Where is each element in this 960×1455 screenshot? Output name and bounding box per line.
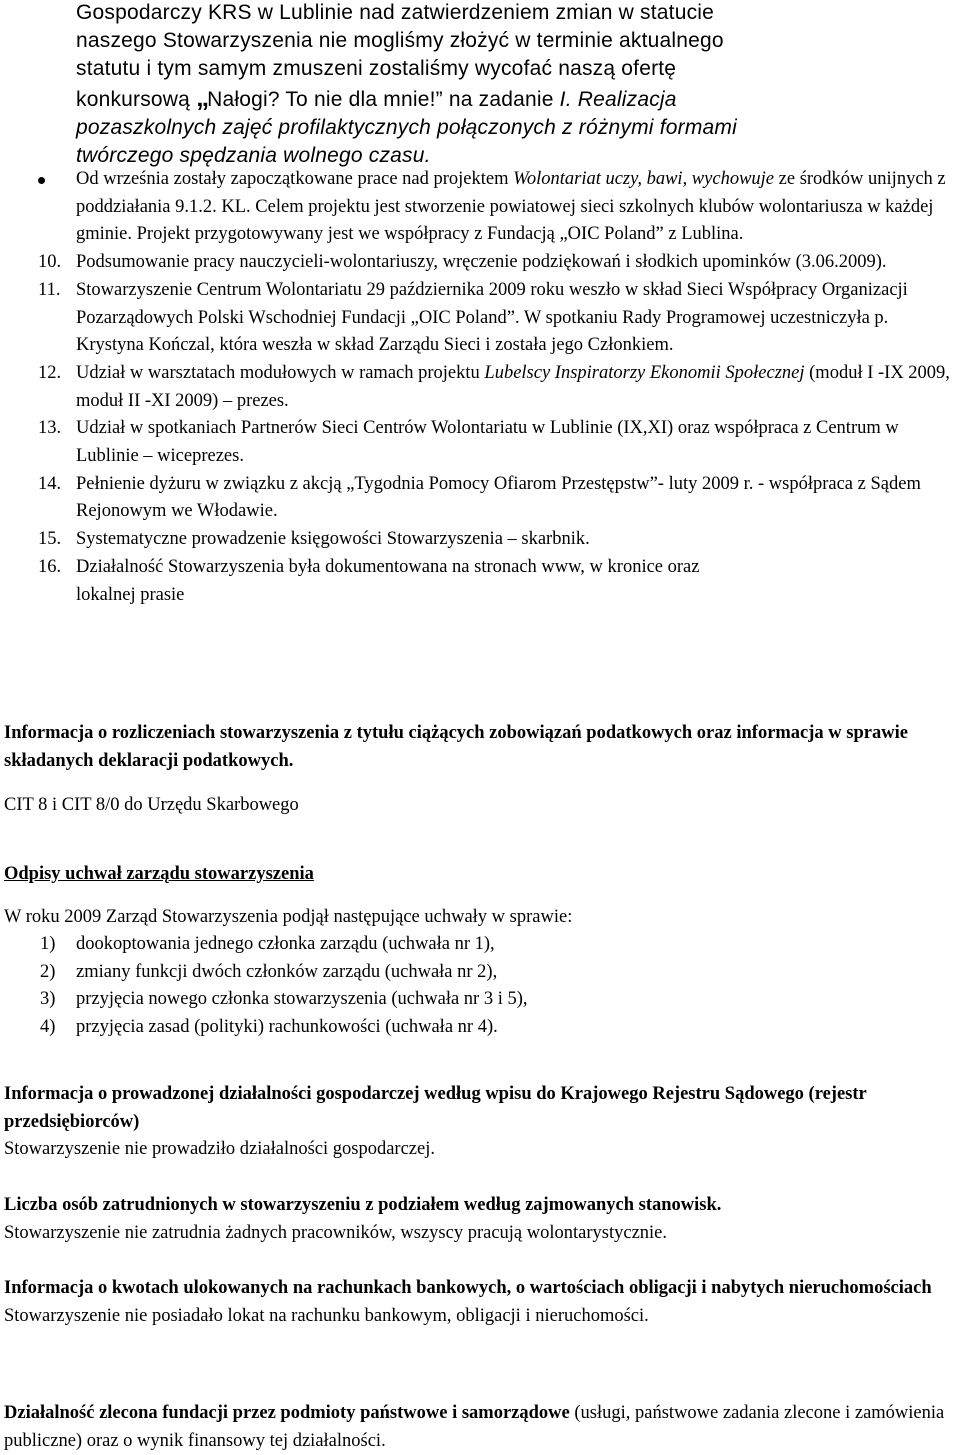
item-number: 16. (38, 556, 62, 577)
text-line: twórczego spędzania wolnego czasu. (76, 144, 431, 167)
list-item: 13. Udział w spotkaniach Partnerów Sieci Centrów Wolontariatu w Lublinie (IX,XI) oraz współpraca z Centrum w Lublinie – wiceprezes. (0, 415, 960, 470)
section-body: (usługi, państwowe zadania zlecone i zamówienia publiczne) oraz o wynik finansowy tej działalności. (4, 1403, 945, 1451)
list-item: 11. Stowarzyszenie Centrum Wolontariatu 29 października 2009 roku weszło w skład Sieci Współpracy Organizacji Pozarządowych Polski Wschodniej Fundacji „OIC Poland”. W spotkaniu Rady Programowej uczestniczyła p. Krystyna Kończal, która weszła w skład Zarządu Sieci i została jego Członkiem. (0, 277, 960, 360)
list-item: 14. Pełnienie dyżuru w związku z akcją „Tygodnia Pomocy Ofiarom Przestępstw”- luty 2009 r. - współpraca z Sądem Rejonowym we Włodawie. (0, 471, 960, 526)
text-line: naszego Stowarzyszenia nie mogliśmy złożyć w terminie aktualnego (76, 29, 724, 52)
list-item: Od września zostały zapoczątkowane prace nad projektem Wolontariat uczy, bawi, wychowuje ze środków unijnych z poddziałania 9.1.2. KL. Celem projektu jest stworzenie powiatowej sieci szkolnych klubów wolontariusza w każdej gminie. Projekt przygotowywany jest we współpracy z Fundacją „OIC Poland” z Lublina. (0, 166, 960, 249)
list-item: 12. Udział w warsztatach modułowych w ramach projektu Lubelscy Inspiratorzy Ekonomii Społecznej (moduł I -IX 2009, moduł II -XI 2009) – prezes. (0, 360, 960, 415)
text-line: statutu i tym samym zmuszeni zostaliśmy wycofać naszą ofertę (76, 57, 677, 80)
business-section (4, 1081, 956, 1164)
item-number: 12. (38, 362, 62, 383)
tax-section (4, 720, 956, 820)
item-number: 10. (38, 252, 62, 273)
project-name: Wolontariat uczy, bawi, wychowuje (513, 169, 775, 189)
list-item: 3) przyjęcia nowego członka stowarzyszenia (uchwała nr 3 i 5), (40, 989, 528, 1009)
bullet-icon (38, 177, 45, 184)
section-heading: Informacja o kwotach ulokowanych na rachunkach bankowych, o wartościach obligacji i nabytych nieruchomościach (4, 1278, 932, 1298)
resolutions-list (4, 931, 956, 1041)
section-body: CIT 8 i CIT 8/0 do Urzędu Skarbowego (4, 795, 299, 815)
resolutions-section (4, 861, 956, 1041)
list-item: 2) zmiany funkcji dwóch członków zarządu (uchwała nr 2), (40, 961, 498, 982)
item-number: 15. (38, 529, 62, 550)
task-name-italic: I. Realizacja (559, 88, 677, 111)
item-number: 14. (38, 473, 62, 494)
text-span: Nałogi? To nie dla mnie!” na zadanie (207, 88, 560, 111)
commissioned-section (4, 1400, 956, 1455)
continuation-paragraph (76, 0, 956, 170)
bank-section (4, 1275, 956, 1330)
item-number: 11. (38, 279, 61, 300)
text-line (76, 83, 956, 114)
project-name: Lubelscy Inspiratorzy Ekonomii Społecznej (484, 362, 805, 383)
section-heading: Informacja o rozliczeniach stowarzyszenia z tytułu ciążących zobowiązań podatkowych oraz informacja w sprawie składanych deklaracji podatkowych. (4, 723, 908, 771)
activity-list (0, 166, 960, 609)
text-span: konkursową (76, 88, 197, 111)
list-item: 16. Działalność Stowarzyszenia była dokumentowana na stronach www, w kronice oraz lokalnej prasie (0, 554, 960, 609)
section-body: Stowarzyszenie nie zatrudnia żadnych pracowników, wszyscy pracują wolontarystycznie. (4, 1222, 668, 1243)
section-heading: Działalność zlecona fundacji przez podmioty państwowe i samorządowe (4, 1403, 570, 1423)
section-body: Stowarzyszenie nie prowadziło działalności gospodarczej. (4, 1139, 435, 1159)
item-number: 13. (38, 418, 62, 439)
list-item: 4) przyjęcia zasad (polityki) rachunkowości (uchwała nr 4). (40, 1016, 498, 1037)
text-line: Gospodarczy KRS w Lublinie nad zatwierdzeniem zmian w statucie (76, 1, 715, 24)
section-heading: Informacja o prowadzonej działalności gospodarczej według wpisu do Krajowego Rejestru Sądowego (rejestr przedsiębiorców) (4, 1084, 867, 1132)
list-item: 1) dookoptowania jednego członka zarządu (uchwała nr 1), (40, 934, 495, 954)
quote-mark: „ (196, 82, 208, 112)
text-line: pozaszkolnych zajęć profilaktycznych połączonych z różnymi formami (76, 116, 737, 139)
list-item: 15. Systematyczne prowadzenie księgowości Stowarzyszenia – skarbnik. (0, 526, 960, 554)
section-heading: Odpisy uchwał zarządu stowarzyszenia (4, 864, 314, 884)
section-heading: Liczba osób zatrudnionych w stowarzyszeniu z podziałem według zajmowanych stanowisk. (4, 1195, 722, 1215)
employment-section (4, 1192, 956, 1247)
section-body: Stowarzyszenie nie posiadało lokat na rachunku bankowym, obligacji i nieruchomości. (4, 1305, 649, 1326)
section-intro: W roku 2009 Zarząd Stowarzyszenia podjął następujące uchwały w sprawie: (4, 906, 573, 927)
list-item: 10. Podsumowanie pracy nauczycieli-wolontariuszy, wręczenie podziękowań i słodkich upominków (3.06.2009). (0, 249, 960, 277)
